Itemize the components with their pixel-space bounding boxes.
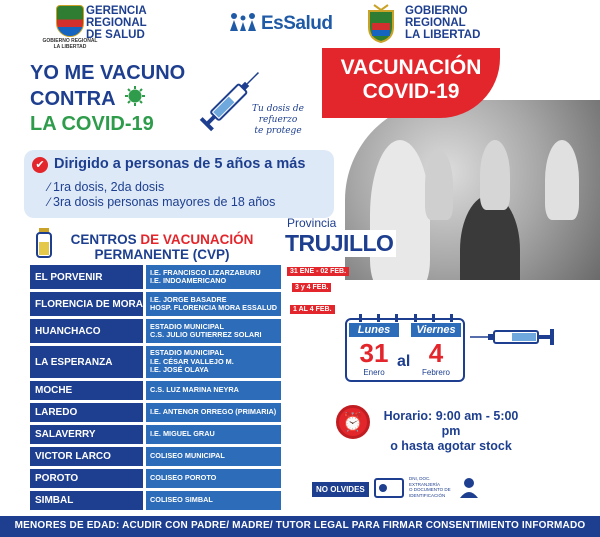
doc-note-line-2: O DOCUMENTO DE bbox=[409, 487, 451, 492]
district-cell: EL PORVENIR bbox=[30, 265, 143, 289]
doc-note bbox=[409, 476, 455, 498]
institution-name: I.E. JOSÉ OLAYA bbox=[150, 365, 209, 375]
clock-icon: ⏰ bbox=[336, 405, 370, 439]
institution-name: I.E. CÉSAR VALLEJO M. bbox=[150, 356, 234, 366]
date-tag-florencia-2: 1 AL 4 FEB. bbox=[290, 305, 335, 314]
institution-name: I.E. JORGE BASADRE bbox=[150, 294, 227, 304]
shield-logo-icon bbox=[56, 5, 84, 37]
institution-cell bbox=[146, 469, 281, 488]
refuerzo-line-1: Tu dosis de refuerzo bbox=[252, 104, 304, 125]
vacunacion-banner bbox=[322, 48, 500, 118]
banner-line-2: COVID-19 bbox=[362, 80, 460, 103]
institution-name: I.E. INDOAMERICANO bbox=[150, 276, 227, 285]
institution-cell bbox=[146, 346, 281, 378]
horario-line-2: o hasta agotar stock bbox=[390, 439, 512, 453]
district-cell: POROTO bbox=[30, 469, 143, 488]
background-worker-1 bbox=[425, 150, 453, 220]
gobierno-shield-icon bbox=[366, 3, 396, 43]
refuerzo-line-2: te protege bbox=[254, 126, 302, 136]
district-cell: LAREDO bbox=[30, 403, 143, 422]
footer-notice: MENORES DE EDAD: ACUDIR CON PADRE/ MADRE/ TUTOR LEGAL PARA FIRMAR CONSENTIMIENTO INFORMADO bbox=[0, 516, 600, 537]
gerencia-logo-caption: GOBIERNO REGIONAL LA LIBERTAD bbox=[42, 38, 98, 50]
institution-cell bbox=[146, 403, 281, 422]
virus-icon bbox=[124, 85, 146, 113]
gobierno-line-2: REGIONAL bbox=[405, 17, 466, 29]
essalud-logo bbox=[228, 12, 332, 35]
horario-line-1: Horario: 9:00 am - 5:00 pm bbox=[383, 409, 519, 438]
institution-name: COLISEO MUNICIPAL bbox=[150, 451, 225, 461]
institution-name: COLISEO SIMBAL bbox=[150, 495, 213, 505]
institution-name: C.S. LUZ MARINA NEYRA bbox=[150, 385, 239, 395]
small-syringe-icon bbox=[470, 326, 560, 353]
table-row bbox=[30, 469, 281, 488]
district-cell: FLORENCIA DE MORA bbox=[30, 292, 143, 316]
table-row bbox=[30, 447, 281, 466]
person-icon bbox=[458, 476, 480, 503]
table-row bbox=[30, 265, 281, 289]
gerencia-line-3: DE SALUD bbox=[86, 29, 145, 41]
district-cell: HUANCHACO bbox=[30, 319, 143, 343]
vaccine-vial-icon bbox=[34, 226, 54, 265]
health-worker-figure bbox=[370, 140, 430, 280]
calendar-connector: al bbox=[397, 353, 411, 370]
checkmark-icon: ✔ bbox=[32, 157, 48, 173]
mini-syringe-icon: ⁄ bbox=[48, 180, 51, 194]
background-worker-3 bbox=[545, 140, 579, 220]
dosis-list bbox=[48, 180, 275, 209]
dosis-item bbox=[48, 180, 275, 194]
institution-cell bbox=[146, 425, 281, 444]
mini-syringe-icon: ⁄ bbox=[48, 195, 51, 209]
doc-note-line-1: DNI, DOC. EXTRANJERÍA bbox=[409, 476, 441, 487]
provincia-label: Provincia bbox=[287, 216, 337, 230]
essalud-family-icon bbox=[228, 12, 258, 35]
no-olvides-badge: NO OLVIDES bbox=[312, 482, 369, 497]
cvp-centros: CENTROS bbox=[70, 232, 137, 247]
table-row bbox=[30, 292, 281, 316]
institution-name: C.S. JULIO GUTIERREZ SOLARI bbox=[150, 330, 262, 339]
date-tag-florencia-1: 3 y 4 FEB. bbox=[292, 283, 331, 292]
gobierno-line-3: LA LIBERTAD bbox=[405, 29, 481, 41]
slogan-line-2: CONTRA bbox=[30, 87, 116, 110]
district-cell: VICTOR LARCO bbox=[30, 447, 143, 466]
district-cell: LA ESPERANZA bbox=[30, 346, 143, 378]
dosis-item-2: 3ra dosis personas mayores de 18 años bbox=[53, 195, 276, 209]
slogan-line-1: YO ME VACUNO bbox=[30, 62, 186, 84]
table-row bbox=[30, 319, 281, 343]
institution-cell bbox=[146, 292, 281, 316]
calendar-rings-icon bbox=[351, 314, 461, 322]
calendar-from-day: 31 bbox=[359, 338, 389, 368]
institution-cell bbox=[146, 319, 281, 343]
calendar-to-month: Febrero bbox=[421, 368, 450, 377]
table-row bbox=[30, 403, 281, 422]
institution-name: I.E. ANTENOR ORREGO (PRIMARIA) bbox=[150, 407, 277, 417]
slogan-line-3: LA COVID-19 bbox=[30, 113, 154, 135]
table-row bbox=[30, 425, 281, 444]
gerencia-line-2: REGIONAL bbox=[86, 17, 147, 29]
slogan bbox=[30, 62, 185, 136]
calendar-to-day: 4 bbox=[428, 338, 444, 368]
refuerzo-note bbox=[233, 104, 323, 137]
institution-name: COLISEO POROTO bbox=[150, 473, 217, 483]
table-row bbox=[30, 381, 281, 400]
institution-cell bbox=[146, 265, 281, 289]
gerencia-title bbox=[86, 5, 147, 41]
dirigido-title: Dirigido a personas de 5 años a más bbox=[54, 156, 306, 172]
institution-name: I.E. MIGUEL GRAU bbox=[150, 429, 215, 439]
calendar bbox=[345, 318, 465, 384]
table-row bbox=[30, 491, 281, 510]
cvp-permanente: PERMANENTE (CVP) bbox=[94, 247, 230, 262]
institution-name: ESTADIO MUNICIPAL bbox=[150, 348, 224, 358]
background-worker-2 bbox=[480, 140, 510, 210]
cvp-title bbox=[56, 232, 268, 262]
district-cell: MOCHE bbox=[30, 381, 143, 400]
gerencia-line-1: GERENCIA bbox=[86, 5, 147, 17]
cvp-de-vacunacion: DE VACUNACIÓN bbox=[140, 232, 254, 247]
dosis-item-1: 1ra dosis, 2da dosis bbox=[53, 180, 165, 194]
banner-line-1: VACUNACIÓN bbox=[340, 56, 482, 79]
institution-cell bbox=[146, 491, 281, 510]
doc-note-line-3: IDENTIFICACIÓN bbox=[409, 492, 446, 498]
institution-name: I.E. FRANCISCO LIZARZABURU bbox=[150, 267, 261, 277]
dosis-item bbox=[48, 195, 275, 209]
table-row bbox=[30, 346, 281, 378]
institution-cell bbox=[146, 447, 281, 466]
calendar-to-day-name: Viernes bbox=[411, 323, 461, 337]
trujillo-label: TRUJILLO bbox=[282, 230, 396, 257]
date-tag-el-porvenir: 31 ENE - 02 FEB. bbox=[287, 267, 349, 276]
district-cell: SALAVERRY bbox=[30, 425, 143, 444]
gobierno-line-1: GOBIERNO bbox=[405, 5, 468, 17]
institution-name: ESTADIO MUNICIPAL bbox=[150, 321, 224, 331]
calendar-from-month: Enero bbox=[363, 368, 385, 377]
district-cell: SIMBAL bbox=[30, 491, 143, 510]
id-card-icon bbox=[374, 478, 404, 498]
institution-name: HOSP. FLORENCIA MORA ESSALUD bbox=[150, 303, 278, 312]
calendar-from-day-name: Lunes bbox=[349, 323, 399, 337]
gobierno-title bbox=[405, 5, 480, 41]
horario bbox=[376, 409, 526, 454]
institution-cell bbox=[146, 381, 281, 400]
essalud-wordmark: EsSalud bbox=[261, 12, 333, 34]
